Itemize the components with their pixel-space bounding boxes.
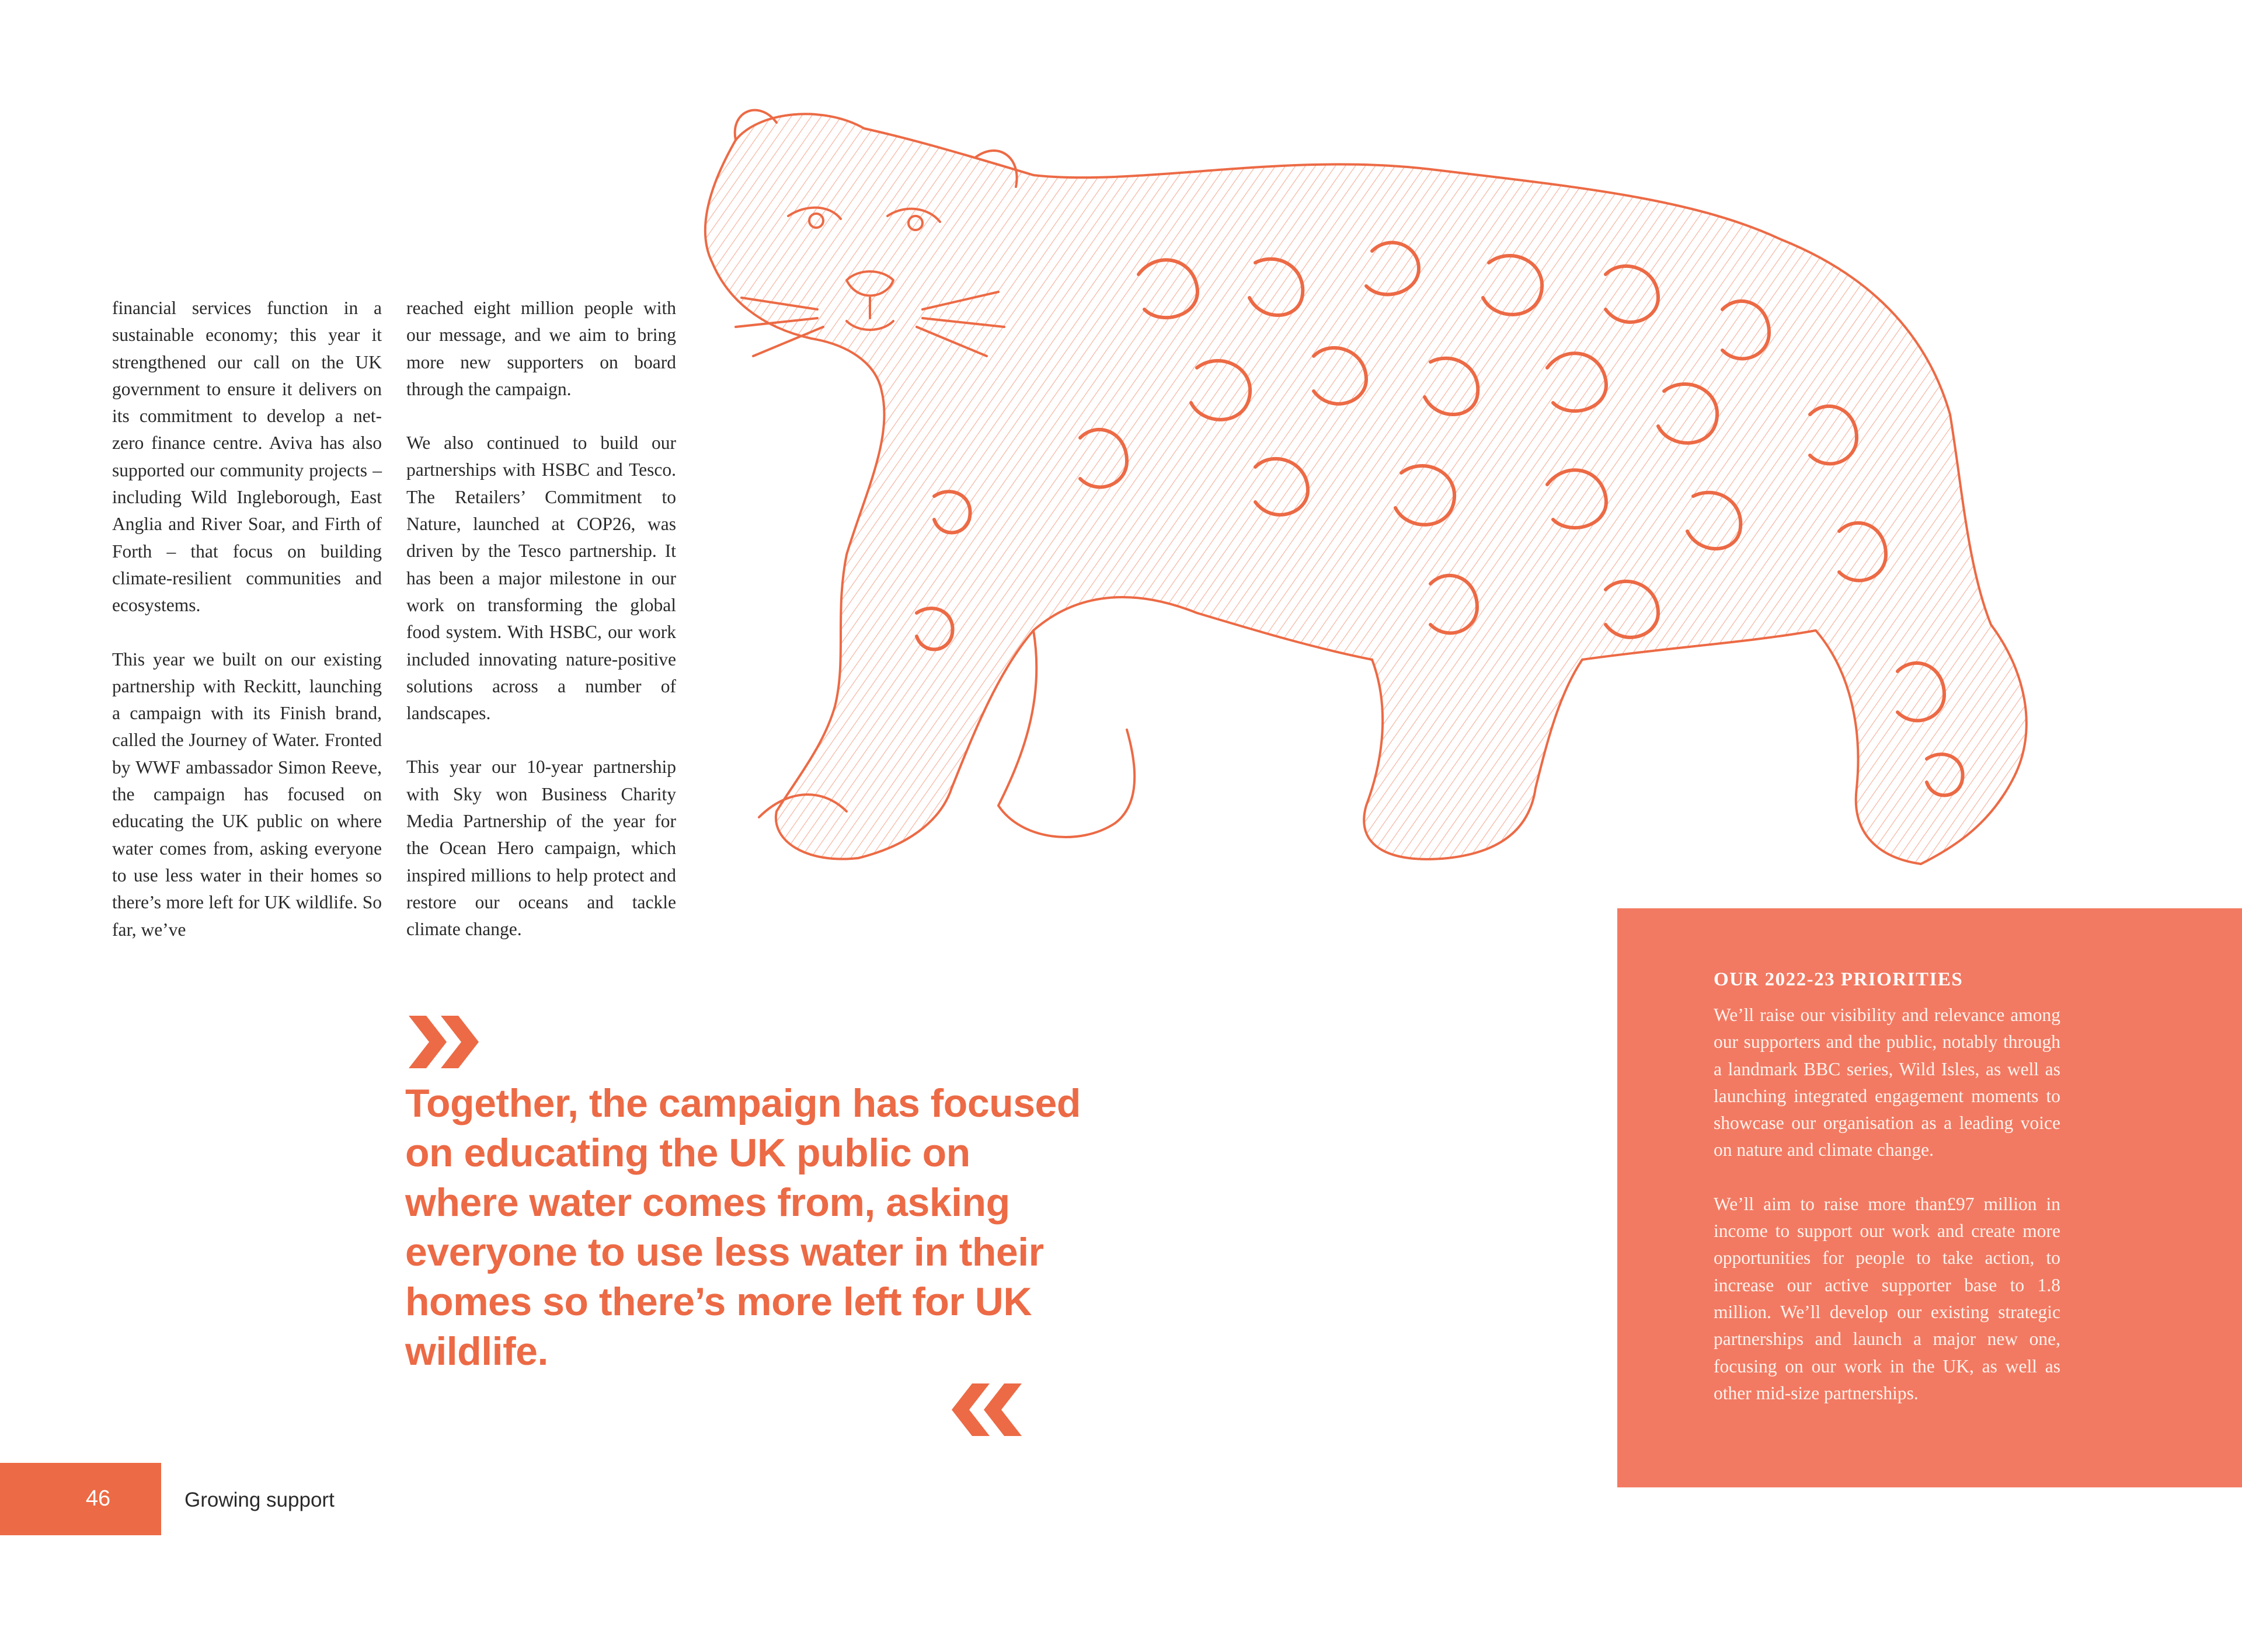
priorities-title: OUR 2022-23 PRIORITIES (1714, 969, 1964, 990)
body-column-middle (406, 295, 676, 970)
page-number: 46 (85, 1486, 111, 1511)
body-paragraph: financial services function in a sustainable economy; this year it strengthened our call on the UK government to ensure it delivers on its commitment to develop a net-zero finance centre. Aviva has also supported our community projects – including Wild Ingleborough, East Anglia and River Soar, and Firth of Forth – that focus on building climate-resilient communities and ecosystems. (112, 298, 382, 616)
body-paragraph: We also continued to build our partnerships with HSBC and Tesco. The Retailers’ Commitment to Nature, launched at COP26, was driven by the Tesco partnership. It has been a major milestone in our work on transforming the global food system. With HSBC, our work included innovating nature-positive solutions across a number of landscapes. (406, 433, 676, 724)
priorities-paragraph: We’ll aim to raise more than£97 million in income to support our work and create more opportunities for people to take action, to increase our active supporter base to 1.8 million. We’ll develop our existing strategic partnerships and launch a major new one, focusing on our work in the UK, as well as other mid-size partnerships. (1714, 1193, 2060, 1403)
body-paragraph: This year our 10-year partnership with Sky won Business Charity Media Partnership of the year for the Ocean Hero campaign, which inspired millions to help protect and restore our oceans and tackle climate change. (406, 757, 676, 940)
chevron-double-right-icon (409, 1016, 485, 1068)
priorities-paragraph: We’ll raise our visibility and relevance among our supporters and the public, notably through a landmark BBC series, Wild Isles, as well as launching integrated engagement moments to showcase our organisation as a leading voice on nature and climate change. (1714, 1005, 2060, 1160)
body-column-left (112, 295, 382, 970)
body-paragraph: reached eight million people with our message, and we aim to bring more new supporters on board through the campaign. (406, 298, 676, 399)
section-label: Growing support (184, 1489, 335, 1511)
priorities-body (1714, 1002, 2060, 1434)
body-paragraph: This year we built on our existing partnership with Reckitt, launching a campaign with its Finish brand, called the Journey of Water. Fronted by WWF ambassador Simon Reeve, the campaign has focused on educating the UK public on where water comes from, asking everyone to use less water in their homes so there’s more left for UK wildlife. So far, we’ve (112, 649, 382, 940)
pull-quote: Together, the campaign has focused on educating the UK public on where water comes from, asking everyone to use less water in their homes so there’s more left for UK wildlife. (405, 1081, 1081, 1374)
page-number-tab (0, 1463, 161, 1535)
chevron-double-left-icon (946, 1383, 1022, 1436)
priorities-panel (1617, 908, 2242, 1487)
